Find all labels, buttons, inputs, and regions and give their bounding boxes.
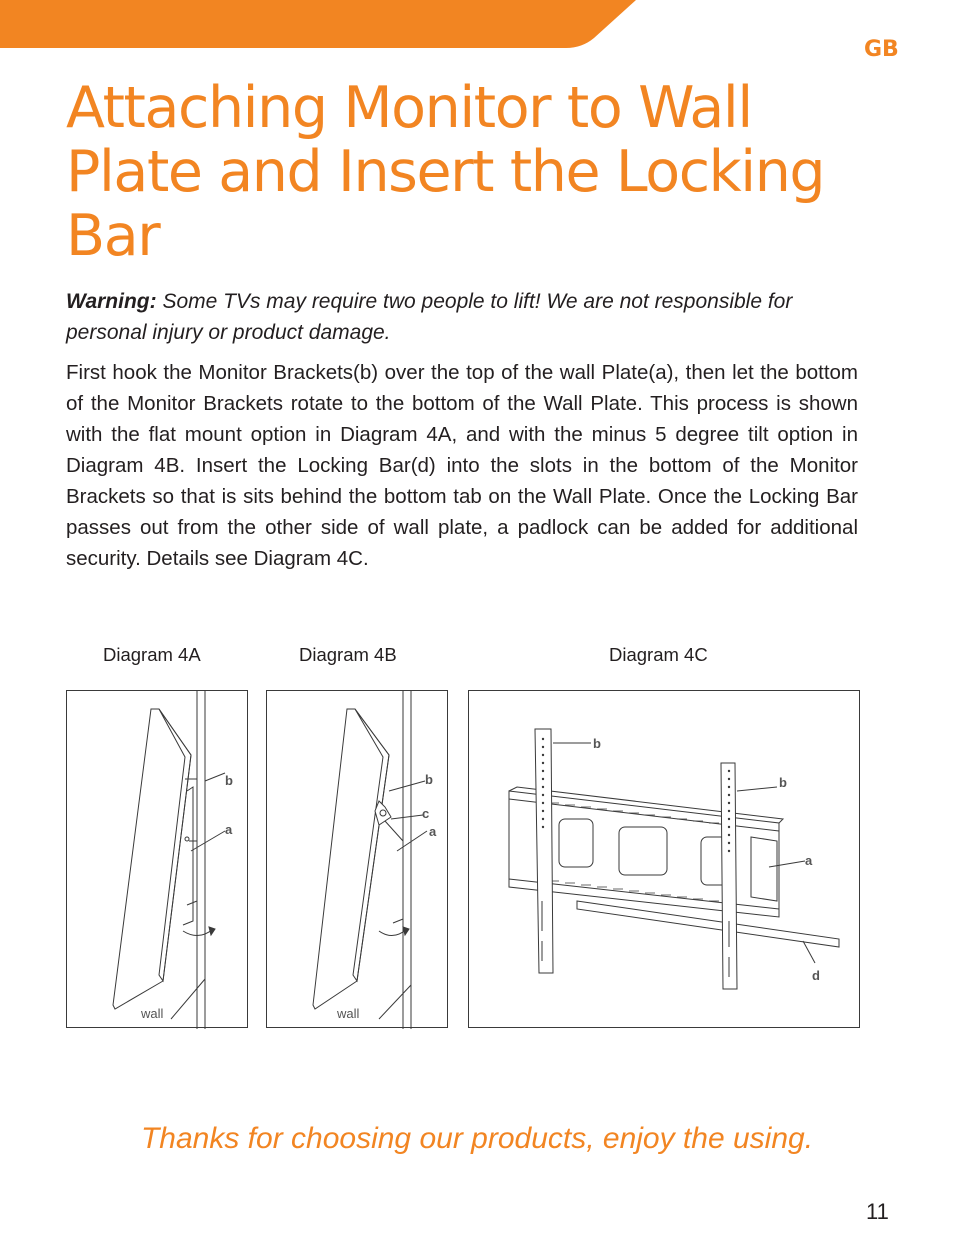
warning-label: Warning:: [66, 290, 157, 313]
page-number: 11: [866, 1199, 889, 1224]
diagram-4b-wall-label: wall: [337, 1006, 360, 1021]
diagram-4a: [66, 690, 248, 1028]
instructions-paragraph: First hook the Monitor Brackets(b) over the top of the wall Plate(a), then let the bottom of the Monitor Brackets rotate to the bottom of the Wall Plate. This process is shown with the flat mount option in Diagram 4A, and with the minus 5 degree tilt option in Diagram 4B. Insert the Locking Bar(d) into the slots in the bottom of the Monitor Brackets so that is sits behind the bottom tab on the Wall Plate. Once the Locking Bar passes out from the other side of wall plate, a padlock can be added for additional security. Details see Diagram 4C.: [66, 361, 858, 570]
diagram-4b-label-b: b: [425, 772, 433, 787]
diagram-4a-illustration: [67, 691, 249, 1029]
diagram-4a-title: Diagram 4A: [103, 644, 201, 665]
diagram-4a-label-a: a: [225, 822, 233, 837]
diagram-4c-title: Diagram 4C: [609, 644, 708, 665]
diagram-4c-label-b2: b: [779, 775, 787, 790]
diagram-4b-illustration: [267, 691, 449, 1029]
diagram-4b-label-c: c: [422, 806, 430, 821]
diagram-4b-title: Diagram 4B: [299, 644, 397, 665]
diagram-4c: [468, 690, 860, 1028]
diagram-4b-label-a: a: [429, 824, 437, 839]
diagram-4c-illustration: [469, 691, 861, 1029]
warning-text: Some TVs may require two people to lift! We are not responsible for personal injury or product damage.: [66, 290, 793, 344]
diagram-4c-label-b1: b: [593, 736, 601, 751]
page-title: Attaching Monitor to Wall Plate and Insert the Locking Bar: [66, 75, 825, 269]
language-code: GB: [864, 37, 899, 62]
diagram-4c-label-d: d: [812, 968, 820, 983]
diagram-4a-wall-label: wall: [141, 1006, 164, 1021]
diagram-4c-label-a: a: [805, 853, 813, 868]
diagram-4b: [266, 690, 448, 1028]
diagram-4a-label-b: b: [225, 773, 233, 788]
header-accent-band: [0, 0, 954, 50]
warning-note: [66, 286, 862, 348]
closing-message: Thanks for choosing our products, enjoy the using.: [140, 1122, 814, 1155]
